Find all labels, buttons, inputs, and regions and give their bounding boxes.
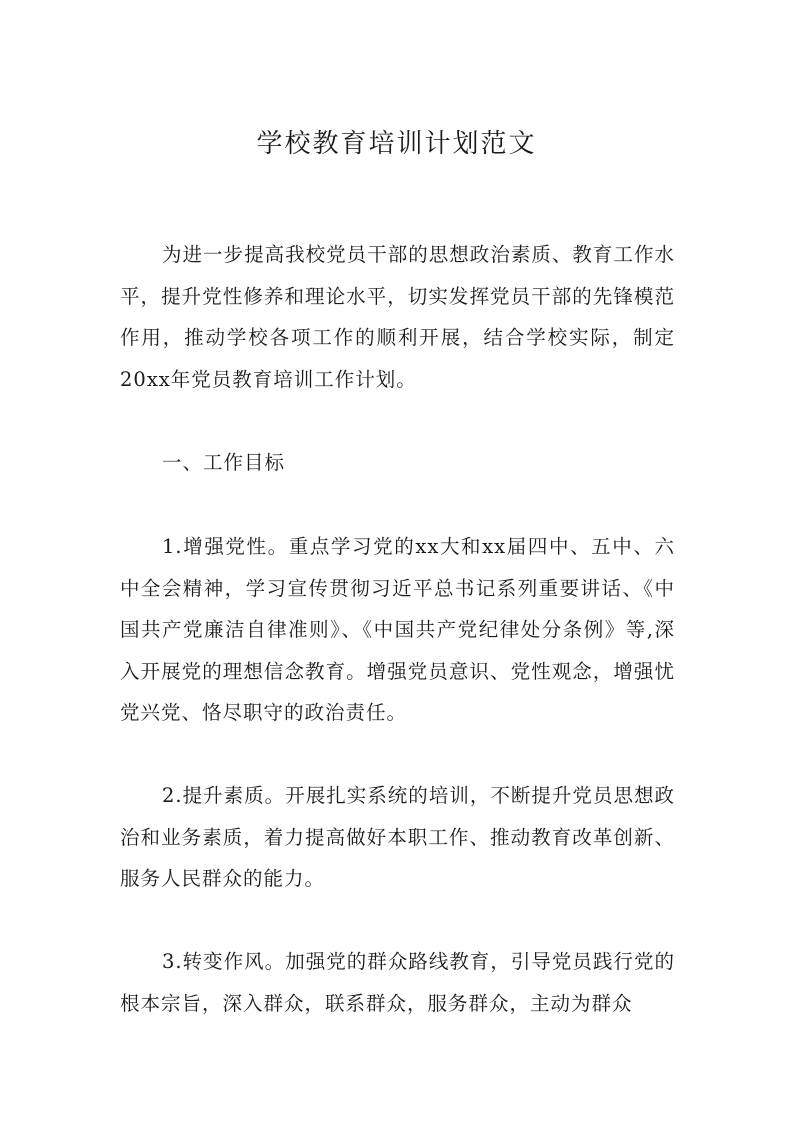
section-heading-work-goals: 一、工作目标 [162,451,286,474]
goal-3-paragraph: 3.转变作风。加强党的群众路线教育，引导党员践行党的根本宗旨，深入群众，联系群众，服务群众，主动为群众 [120,950,675,1015]
goal-1-paragraph: 1.增强党性。重点学习党的xx大和xx届四中、五中、六中全会精神，学习宣传贯彻习近平总书记系列重要讲话、《中国共产党廉洁自律准则》、《中国共产党纪律处分条例》等,深入开展党的理想信念教育。增强党员意识、党性观念，增强忧党兴党、恪尽职守的政治责任。 [120,535,675,724]
intro-paragraph: 为进一步提高我校党员干部的思想政治素质、教育工作水平，提升党性修养和理论水平，切实发挥党员干部的先锋模范作用，推动学校各项工作的顺利开展，结合学校实际，制定20xx年党员教育培训工作计划。 [120,243,675,391]
goal-2-paragraph: 2.提升素质。开展扎实系统的培训，不断提升党员思想政治和业务素质，着力提高做好本职工作、推动教育改革创新、服务人民群众的能力。 [120,784,675,890]
document-title: 学校教育培训计划范文 [256,129,537,159]
